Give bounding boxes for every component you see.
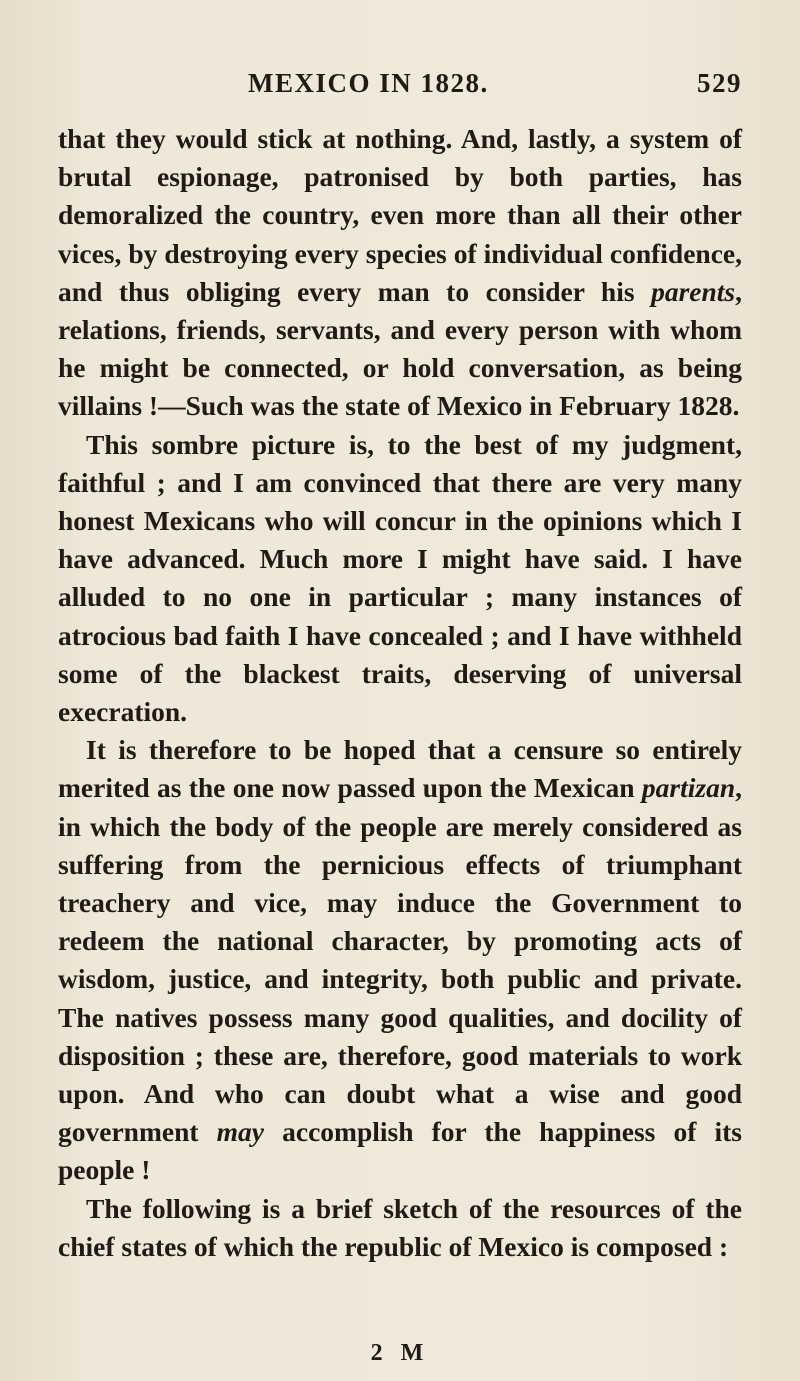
p3-text-c: , in which the body of the people are merely considered as suffering from the pernicious effects of triumphant treachery and vice, may induce the Government to redeem the national character, by promoting acts of wisdom, justice, and integrity, both public and private. The natives possess many good qualities, and docility of disposition ; these are, therefore, good materials to work upon. And who can doubt what a wise and good government — [58, 772, 742, 1148]
p1-italic-parents: parents — [651, 275, 736, 307]
paragraph-3 — [58, 731, 742, 1189]
page-number: 529 — [697, 68, 742, 98]
p1-text-a: that they would stick at nothing. And, lastly, a system of brutal espionage, patronised by both parties, has demoralized the country, even more than all their other vices, by destroying every species of individual confidence, and thus obliging every man to consider his — [58, 123, 742, 307]
paragraph-2: This sombre picture is, to the best of my judgment, faithful ; and I am convinced that there are very many honest Mexicans who will concur in the opinions which I have advanced. Much more I might have said. I have alluded to no one in particular ; many instances of atrocious bad faith I have concealed ; and I have withheld some of the blackest traits, deserving of universal execration. — [58, 428, 742, 728]
p3-text-e: accomplish for the happiness of its people ! — [58, 1116, 743, 1186]
p3-text-a: It is therefore to be hoped that a censure so entirely merited as the one now passed upon the Mexican — [58, 734, 742, 804]
p1-text-c: , relations, friends, servants, and every person with whom he might be connected, or hold conversation, as being villains !—Such was the state of Mexico in February 1828. — [58, 275, 742, 422]
signature-mark: 2 M — [370, 1340, 430, 1366]
p3-italic-may: may — [216, 1116, 265, 1148]
body-text — [58, 120, 742, 1266]
paragraph-4: The following is a brief sketch of the resources of the chief states of which the republic of Mexico is composed : — [58, 1192, 742, 1262]
paragraph-1 — [58, 120, 742, 426]
running-head — [58, 68, 742, 108]
p3-italic-partizan: partizan — [641, 772, 736, 804]
running-title: MEXICO IN 1828. — [248, 68, 489, 98]
